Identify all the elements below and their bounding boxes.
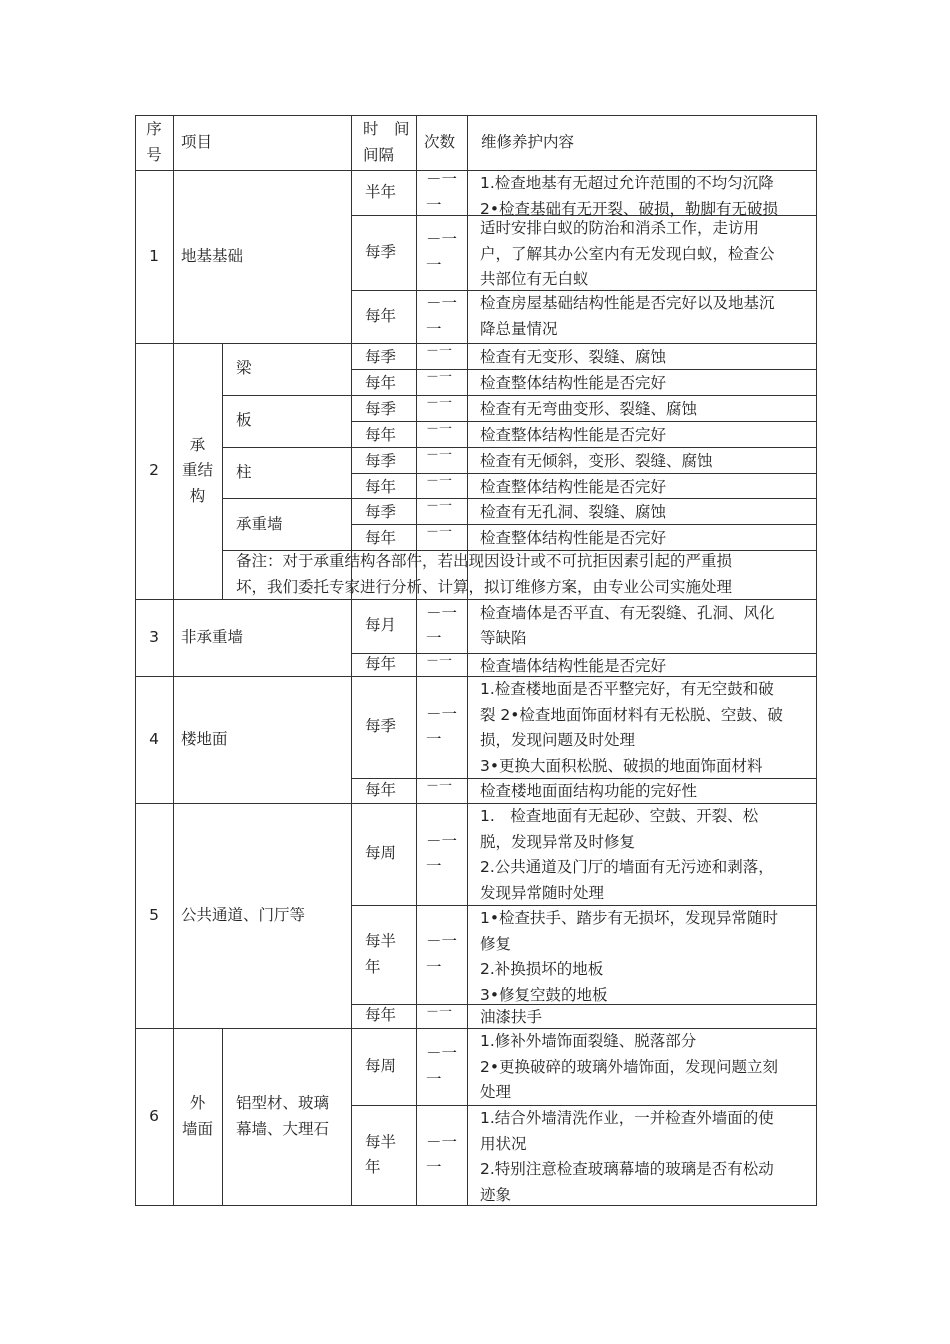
interval-cell-line: 每年 bbox=[365, 1006, 397, 1025]
content-cell-line: 检查整体结构性能是否完好 bbox=[480, 425, 667, 444]
content-cell-line: 共部位有无白蚁 bbox=[480, 270, 589, 288]
count-cell-line: －一 bbox=[426, 369, 453, 385]
header-interval-line: 时 间 bbox=[363, 120, 410, 138]
content-cell-line: 检查房屋基础结构性能是否完好以及地基沉 bbox=[480, 294, 775, 312]
content-cell-line: 用状况 bbox=[480, 1134, 527, 1153]
content-cell bbox=[480, 654, 666, 680]
content-cell-line: 2•更换破碎的玻璃外墙饰面，发现问题立刻 bbox=[480, 1057, 779, 1076]
row-item-line: 墙面 bbox=[181, 1119, 213, 1138]
row-item bbox=[173, 1091, 222, 1142]
content-cell-line: 裂 2•检查地面饰面材料有无松脱、空鼓、破 bbox=[480, 705, 783, 724]
content-cell bbox=[480, 449, 713, 475]
count-cell-line: 一 bbox=[426, 730, 442, 748]
row-item-line: 地基基础 bbox=[181, 246, 244, 265]
row-no bbox=[135, 727, 173, 753]
header-no-line: 序 bbox=[146, 120, 162, 138]
interval-cell-line: 每周 bbox=[365, 1056, 397, 1075]
interval-cell bbox=[365, 475, 396, 501]
content-cell-line: 2.特别注意检查玻璃幕墙的玻璃是否有松动 bbox=[480, 1160, 774, 1178]
grid-line-v bbox=[816, 115, 817, 1206]
content-cell bbox=[480, 500, 666, 526]
subitem-name-line: 承重墙 bbox=[236, 514, 283, 533]
count-cell-line: －一 bbox=[426, 831, 458, 850]
interval-cell-line: 每季 bbox=[365, 348, 397, 366]
content-cell-line: 处理 bbox=[480, 1083, 512, 1101]
interval-cell-line: 每季 bbox=[365, 717, 397, 736]
row-item bbox=[181, 903, 305, 929]
content-cell-line: 检查有无变形、裂缝、腐蚀 bbox=[480, 348, 667, 366]
interval-cell-line: 每周 bbox=[365, 844, 397, 863]
content-cell bbox=[480, 1029, 778, 1106]
count-cell bbox=[426, 423, 452, 436]
count-cell-line: －一 bbox=[426, 447, 453, 463]
interval-cell bbox=[365, 652, 396, 678]
header-times bbox=[424, 130, 455, 156]
subitem-name bbox=[236, 408, 252, 434]
content-cell-line: 1.结合外墙清洗作业，一并检查外墙面的使 bbox=[480, 1109, 774, 1127]
count-cell-line: 一 bbox=[426, 957, 442, 976]
note-cell bbox=[236, 549, 732, 600]
content-cell-line: 检查整体结构性能是否完好 bbox=[480, 373, 667, 392]
count-cell-line: －一 bbox=[426, 344, 453, 359]
interval-cell bbox=[365, 423, 396, 449]
content-cell bbox=[480, 526, 666, 552]
count-cell-line: －一 bbox=[426, 170, 458, 188]
grid-line-v bbox=[135, 115, 136, 1206]
grid-line-v bbox=[467, 115, 468, 1206]
interval-cell-line: 每年 bbox=[365, 477, 397, 496]
header-times-line: 次数 bbox=[424, 132, 456, 151]
content-cell bbox=[480, 291, 775, 342]
row-no-line: 2 bbox=[149, 461, 159, 480]
interval-cell-line: 每季 bbox=[365, 399, 397, 418]
content-cell-line: 1.修补外墙饰面裂缝、脱落部分 bbox=[480, 1032, 697, 1050]
count-cell bbox=[426, 345, 452, 358]
interval-cell bbox=[365, 714, 396, 740]
count-cell-line: 一 bbox=[426, 1158, 442, 1176]
content-cell bbox=[480, 171, 778, 222]
subitem-name bbox=[236, 460, 252, 486]
count-cell bbox=[426, 167, 457, 218]
content-cell-line: 检查整体结构性能是否完好 bbox=[480, 529, 667, 548]
content-cell-line: 2•检查基础有无开裂、破损，勒脚有无破损 bbox=[480, 199, 779, 218]
content-cell bbox=[480, 1106, 774, 1208]
row-no bbox=[135, 458, 173, 484]
subitem-name-line: 柱 bbox=[236, 462, 252, 481]
content-cell-line: 1•检查扶手、踏步有无损坏，发现异常随时 bbox=[480, 909, 779, 927]
content-cell-line: 3•更换大面积松脱、破损的地面饰面材料 bbox=[480, 756, 763, 775]
grid-line-v bbox=[351, 115, 352, 1206]
row-item bbox=[173, 433, 222, 510]
count-cell-line: －一 bbox=[426, 932, 458, 950]
header-content-line: 维修养护内容 bbox=[481, 132, 575, 151]
header-item bbox=[181, 130, 212, 156]
content-cell-line: 迹象 bbox=[480, 1185, 512, 1204]
content-cell bbox=[480, 216, 775, 293]
content-cell-line: 1. 检查地面有无起砂、空鼓、开裂、松 bbox=[480, 807, 759, 825]
content-cell-line: 检查整体结构性能是否完好 bbox=[480, 477, 667, 496]
interval-cell-line: 每季 bbox=[365, 451, 397, 470]
content-cell-line: 检查楼地面面结构功能的完好性 bbox=[480, 782, 698, 800]
count-cell bbox=[426, 500, 452, 513]
row-no-line: 1 bbox=[149, 246, 159, 265]
interval-cell bbox=[365, 180, 396, 206]
subitem-name bbox=[236, 1091, 329, 1142]
count-cell bbox=[426, 1130, 457, 1181]
content-cell bbox=[480, 779, 697, 805]
count-cell-line: 一 bbox=[426, 1069, 442, 1088]
count-cell-line: －一 bbox=[426, 654, 453, 669]
row-item-line: 承 bbox=[189, 435, 206, 454]
header-interval bbox=[363, 117, 410, 168]
subitem-name-line: 幕墙、大理石 bbox=[236, 1119, 330, 1138]
count-cell-line: 一 bbox=[426, 255, 442, 274]
content-cell bbox=[480, 601, 775, 652]
interval-cell-line: 每年 bbox=[365, 654, 397, 673]
content-cell-line: 油漆扶手 bbox=[480, 1008, 543, 1026]
content-cell bbox=[480, 475, 666, 501]
count-cell bbox=[426, 1041, 457, 1092]
interval-cell-line: 每半 bbox=[365, 1132, 397, 1151]
content-cell-line: 检查有无倾斜，变形、裂缝、腐蚀 bbox=[480, 451, 713, 470]
row-no bbox=[135, 244, 173, 270]
count-cell-line: －一 bbox=[426, 230, 458, 248]
interval-cell bbox=[365, 371, 396, 397]
count-cell-line: －一 bbox=[426, 473, 453, 489]
count-cell bbox=[426, 475, 452, 488]
count-cell-line: －一 bbox=[426, 525, 453, 541]
row-item-line: 楼地面 bbox=[181, 729, 228, 748]
count-cell-line: －一 bbox=[426, 395, 453, 411]
content-cell bbox=[480, 371, 666, 397]
content-cell-line: 适时安排白蚁的防治和消杀工作，走访用 bbox=[480, 219, 760, 237]
content-cell-line: 2.公共通道及门厅的墙面有无污迹和剥落， bbox=[480, 858, 774, 876]
interval-cell-line: 每年 bbox=[365, 425, 397, 444]
content-cell-line: 户，了解其办公室内有无发现白蚁，检查公 bbox=[480, 244, 775, 263]
row-item-line: 非承重墙 bbox=[181, 627, 244, 646]
count-cell bbox=[426, 780, 452, 793]
subitem-name bbox=[236, 512, 283, 538]
count-cell bbox=[426, 371, 452, 384]
content-cell-line: 损，发现问题及时处理 bbox=[480, 731, 636, 749]
grid-line-v bbox=[173, 115, 174, 1206]
interval-cell-line: 年 bbox=[365, 1158, 381, 1176]
count-cell bbox=[426, 449, 452, 462]
interval-cell bbox=[365, 500, 396, 526]
interval-cell-line: 每年 bbox=[365, 529, 397, 548]
row-no-line: 3 bbox=[149, 627, 159, 646]
row-item-line: 外 bbox=[189, 1094, 206, 1112]
header-no bbox=[135, 117, 173, 168]
count-cell bbox=[426, 1006, 452, 1019]
count-cell-line: －一 bbox=[426, 779, 453, 794]
count-cell-line: －一 bbox=[426, 1132, 458, 1151]
row-no bbox=[135, 625, 173, 651]
count-cell bbox=[426, 526, 452, 539]
count-cell-line: －一 bbox=[426, 294, 458, 312]
interval-cell bbox=[365, 449, 396, 475]
interval-cell bbox=[365, 526, 396, 552]
interval-cell bbox=[365, 1054, 396, 1080]
count-cell bbox=[426, 829, 457, 880]
interval-cell bbox=[365, 1130, 396, 1181]
grid-line-v bbox=[222, 1028, 223, 1206]
interval-cell bbox=[365, 841, 396, 867]
content-cell bbox=[480, 906, 778, 1008]
interval-cell-line: 年 bbox=[365, 957, 381, 976]
subitem-name-line: 铝型材、玻璃 bbox=[236, 1094, 330, 1112]
row-no bbox=[135, 903, 173, 929]
interval-cell-line: 每年 bbox=[365, 780, 397, 799]
count-cell bbox=[426, 291, 457, 342]
subitem-name bbox=[236, 356, 252, 382]
content-cell-line: 发现异常随时处理 bbox=[480, 883, 605, 902]
count-cell-line: －一 bbox=[426, 603, 458, 622]
note-cell-line: 备注：对于承重结构各部件，若出现因设计或不可抗拒因素引起的严重损 bbox=[236, 552, 733, 571]
content-cell-line: 降总量情况 bbox=[480, 319, 558, 338]
content-cell-line: 3•修复空鼓的地板 bbox=[480, 985, 608, 1004]
interval-cell bbox=[365, 397, 396, 423]
content-cell bbox=[480, 397, 697, 423]
count-cell-line: －一 bbox=[426, 704, 458, 723]
row-no bbox=[135, 1104, 173, 1130]
row-item bbox=[181, 727, 228, 753]
count-cell-line: 一 bbox=[426, 319, 442, 338]
content-cell-line: 修复 bbox=[480, 934, 512, 953]
content-cell-line: 检查有无弯曲变形、裂缝、腐蚀 bbox=[480, 399, 698, 418]
count-cell-line: －一 bbox=[426, 421, 453, 437]
row-item bbox=[181, 244, 243, 270]
row-no-line: 4 bbox=[149, 729, 159, 748]
content-cell-line: 检查有无孔洞、裂缝、腐蚀 bbox=[480, 503, 667, 522]
header-item-line: 项目 bbox=[181, 132, 213, 151]
count-cell bbox=[426, 601, 457, 652]
content-cell bbox=[480, 1005, 542, 1031]
subitem-name-line: 梁 bbox=[236, 359, 252, 378]
row-item-line: 公共通道、门厅等 bbox=[181, 905, 306, 924]
count-cell-line: 一 bbox=[426, 195, 442, 214]
count-cell bbox=[426, 655, 452, 668]
note-cell-line: 坏，我们委托专家进行分析、计算，拟订维修方案，由专业公司实施处理 bbox=[236, 577, 733, 596]
interval-cell-line: 每年 bbox=[365, 373, 397, 392]
content-cell-line: 脱，发现异常及时修复 bbox=[480, 832, 636, 851]
count-cell-line: －一 bbox=[426, 499, 453, 515]
interval-cell-line: 半年 bbox=[365, 182, 397, 201]
interval-cell-line: 每年 bbox=[365, 306, 397, 325]
count-cell bbox=[426, 702, 457, 753]
count-cell bbox=[426, 929, 457, 980]
interval-cell bbox=[365, 778, 396, 804]
interval-cell-line: 每季 bbox=[365, 503, 397, 522]
header-no-line: 号 bbox=[146, 145, 162, 164]
row-item-line: 构 bbox=[189, 486, 206, 505]
row-no-line: 6 bbox=[149, 1106, 159, 1125]
row-no-line: 5 bbox=[149, 905, 159, 924]
interval-cell bbox=[365, 613, 396, 639]
header-content bbox=[481, 130, 574, 156]
grid-line-h bbox=[135, 343, 817, 344]
count-cell-line: 一 bbox=[426, 857, 442, 875]
count-cell bbox=[426, 397, 452, 410]
interval-cell bbox=[365, 929, 396, 980]
interval-cell-line: 每月 bbox=[365, 616, 397, 635]
grid-line-v bbox=[222, 343, 223, 600]
interval-cell-line: 每季 bbox=[365, 242, 397, 261]
content-cell bbox=[480, 423, 666, 449]
interval-cell-line: 每半 bbox=[365, 932, 397, 950]
subitem-name-line: 板 bbox=[236, 410, 252, 429]
grid-line-h bbox=[135, 115, 817, 116]
count-cell-line: 一 bbox=[426, 629, 442, 647]
row-item bbox=[181, 625, 243, 651]
interval-cell bbox=[365, 240, 396, 266]
interval-cell bbox=[365, 345, 396, 371]
content-cell bbox=[480, 677, 783, 779]
header-interval-line: 间隔 bbox=[363, 145, 395, 164]
count-cell-line: －一 bbox=[426, 1044, 458, 1062]
content-cell-line: 检查墙体结构性能是否完好 bbox=[480, 657, 667, 675]
content-cell bbox=[480, 345, 666, 371]
interval-cell bbox=[365, 304, 396, 330]
interval-cell bbox=[365, 1003, 396, 1029]
content-cell-line: 1.检查楼地面是否平整完好，有无空鼓和破 bbox=[480, 680, 774, 698]
row-item-line: 重结 bbox=[181, 461, 213, 480]
content-cell-line: 2.补换损坏的地板 bbox=[480, 960, 604, 978]
content-cell-line: 检查墙体是否平直、有无裂缝、孔洞、风化 bbox=[480, 603, 775, 622]
count-cell-line: －一 bbox=[426, 1005, 453, 1020]
content-cell-line: 等缺陷 bbox=[480, 629, 527, 647]
count-cell bbox=[426, 227, 457, 278]
content-cell bbox=[480, 804, 774, 906]
grid-line-v bbox=[416, 115, 417, 1206]
content-cell-line: 1.检查地基有无超过允许范围的不均匀沉降 bbox=[480, 174, 774, 192]
